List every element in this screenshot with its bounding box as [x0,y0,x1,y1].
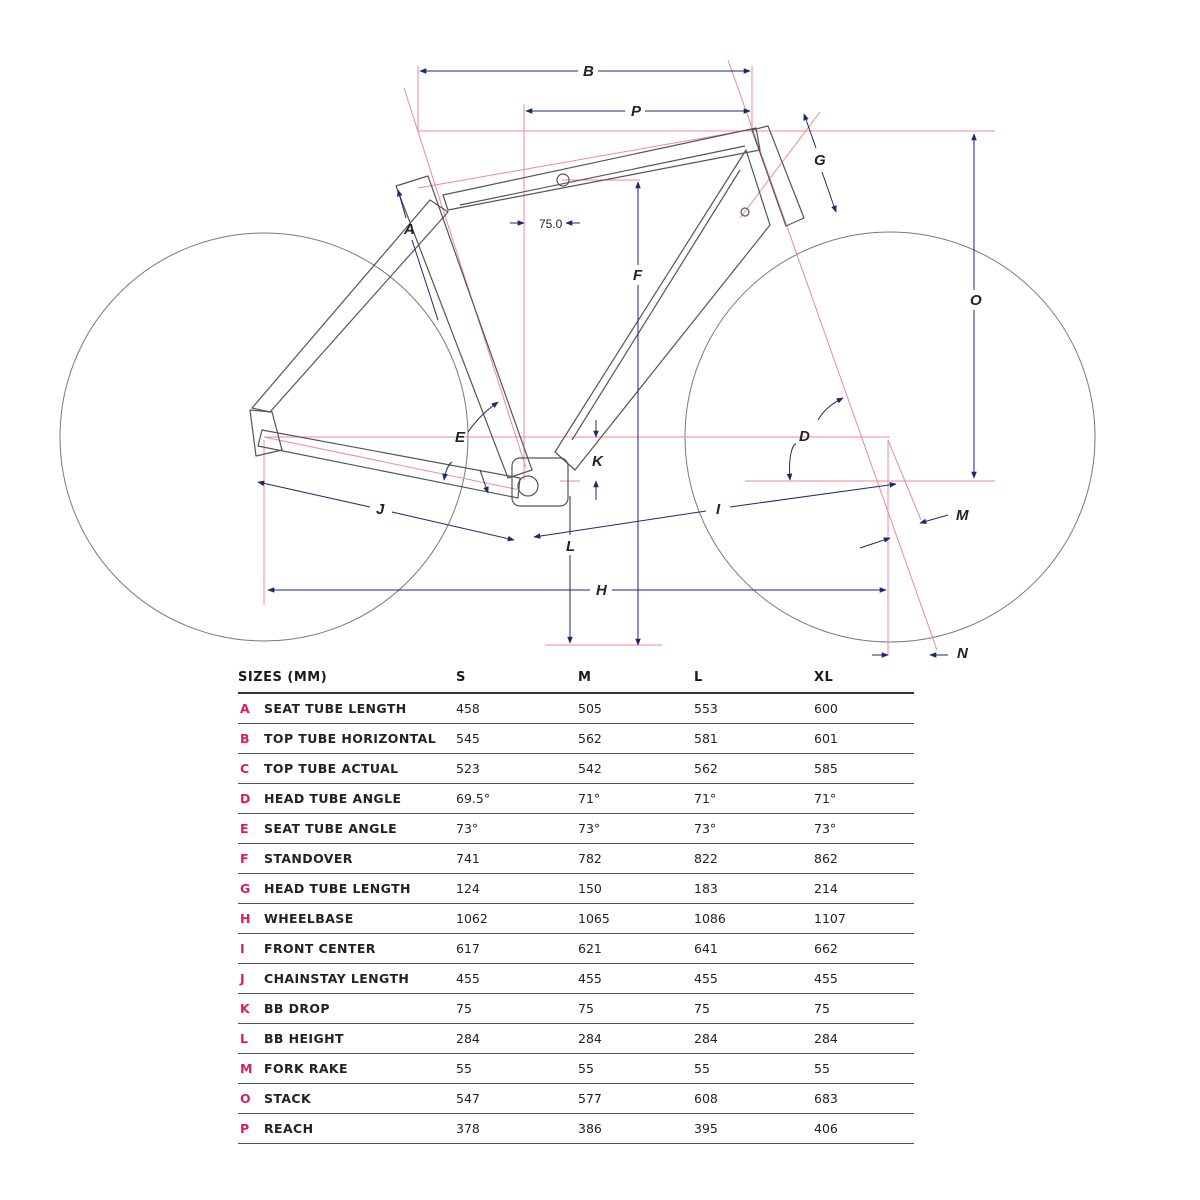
row-value-xl: 1107 [814,904,914,934]
size-header-l: L [694,662,814,693]
row-value-l: 73° [694,814,814,844]
row-value-l: 581 [694,724,814,754]
row-value-s: 523 [456,754,578,784]
row-value-m: 150 [578,874,694,904]
table-row [238,994,914,1024]
row-name: SEAT TUBE ANGLE [264,814,456,844]
row-code: H [238,904,264,934]
dim-label-l: L [566,538,576,555]
row-value-s: 73° [456,814,578,844]
dim-label-d: D [799,428,810,445]
row-value-l: 562 [694,754,814,784]
row-value-m: 386 [578,1114,694,1144]
row-code: L [238,1024,264,1054]
geometry-table [238,662,914,1144]
table-row [238,1114,914,1144]
row-value-m: 782 [578,844,694,874]
table-body [238,693,914,1144]
row-value-l: 822 [694,844,814,874]
row-name: TOP TUBE HORIZONTAL [264,724,456,754]
row-value-l: 75 [694,994,814,1024]
row-value-xl: 683 [814,1084,914,1114]
row-value-m: 577 [578,1084,694,1114]
row-code: M [238,1054,264,1084]
table-row [238,754,914,784]
row-value-s: 378 [456,1114,578,1144]
row-code: O [238,1084,264,1114]
row-value-s: 55 [456,1054,578,1084]
table-row [238,964,914,994]
row-value-xl: 284 [814,1024,914,1054]
dim-label-i: I [716,501,721,518]
row-value-s: 545 [456,724,578,754]
row-value-s: 547 [456,1084,578,1114]
row-value-s: 124 [456,874,578,904]
row-code: F [238,844,264,874]
row-value-xl: 73° [814,814,914,844]
table-header-row [238,662,914,693]
row-code: B [238,724,264,754]
row-name: REACH [264,1114,456,1144]
dim-label-h: H [596,582,607,599]
row-value-xl: 75 [814,994,914,1024]
row-value-m: 75 [578,994,694,1024]
dim-label-g: G [814,152,826,169]
dim-label-j: J [376,501,385,518]
reference-lines [264,60,995,655]
row-value-s: 1062 [456,904,578,934]
row-code: P [238,1114,264,1144]
row-value-m: 1065 [578,904,694,934]
row-name: HEAD TUBE ANGLE [264,784,456,814]
dimension-arrows [258,71,974,655]
table-row [238,934,914,964]
row-value-m: 55 [578,1054,694,1084]
row-name: WHEELBASE [264,904,456,934]
row-value-l: 71° [694,784,814,814]
row-value-xl: 601 [814,724,914,754]
row-value-xl: 55 [814,1054,914,1084]
size-header-m: M [578,662,694,693]
table-row [238,844,914,874]
row-value-l: 284 [694,1024,814,1054]
row-value-m: 71° [578,784,694,814]
dim-label-e: E [455,429,466,446]
row-name: FORK RAKE [264,1054,456,1084]
row-code: E [238,814,264,844]
row-value-s: 284 [456,1024,578,1054]
dim-label-k: K [592,453,603,470]
row-code: I [238,934,264,964]
row-name: BB DROP [264,994,456,1024]
row-name: FRONT CENTER [264,934,456,964]
table-row [238,874,914,904]
row-value-s: 75 [456,994,578,1024]
dim-label-a: A [404,221,415,238]
row-name: SEAT TUBE LENGTH [264,693,456,724]
row-value-xl: 585 [814,754,914,784]
table-row [238,1054,914,1084]
table-row [238,1084,914,1114]
row-code: C [238,754,264,784]
row-value-m: 505 [578,693,694,724]
row-name: BB HEIGHT [264,1024,456,1054]
row-code: J [238,964,264,994]
row-code: K [238,994,264,1024]
table-row [238,784,914,814]
row-value-l: 553 [694,693,814,724]
row-value-l: 395 [694,1114,814,1144]
dim-label-f: F [633,267,643,284]
row-value-l: 608 [694,1084,814,1114]
row-value-xl: 662 [814,934,914,964]
row-value-s: 455 [456,964,578,994]
table-row [238,904,914,934]
row-value-m: 284 [578,1024,694,1054]
table-row [238,693,914,724]
row-name: STANDOVER [264,844,456,874]
table-row [238,724,914,754]
row-value-m: 73° [578,814,694,844]
table-title: SIZES (MM) [238,662,456,693]
bike-frame [250,126,804,506]
row-code: A [238,693,264,724]
row-name: TOP TUBE ACTUAL [264,754,456,784]
row-value-s: 69.5° [456,784,578,814]
table-row [238,1024,914,1054]
row-value-xl: 862 [814,844,914,874]
row-name: CHAINSTAY LENGTH [264,964,456,994]
dim-label-m: M [956,507,969,524]
dim-label-n: N [957,645,968,662]
dim-label-p: P [631,103,642,120]
size-header-s: S [456,662,578,693]
row-value-l: 55 [694,1054,814,1084]
row-value-m: 562 [578,724,694,754]
seat-angle-value: 75.0 [539,217,563,231]
row-value-xl: 600 [814,693,914,724]
row-name: STACK [264,1084,456,1114]
dim-label-o: O [970,292,982,309]
row-value-s: 741 [456,844,578,874]
row-value-m: 621 [578,934,694,964]
size-header-xl: XL [814,662,914,693]
row-value-xl: 214 [814,874,914,904]
row-value-l: 641 [694,934,814,964]
row-value-s: 458 [456,693,578,724]
row-name: HEAD TUBE LENGTH [264,874,456,904]
table-row [238,814,914,844]
row-value-l: 183 [694,874,814,904]
row-code: D [238,784,264,814]
dim-label-b: B [583,63,594,80]
row-value-xl: 71° [814,784,914,814]
row-value-l: 1086 [694,904,814,934]
row-value-xl: 406 [814,1114,914,1144]
row-value-s: 617 [456,934,578,964]
row-value-xl: 455 [814,964,914,994]
row-value-m: 455 [578,964,694,994]
row-value-m: 542 [578,754,694,784]
row-value-l: 455 [694,964,814,994]
row-code: G [238,874,264,904]
